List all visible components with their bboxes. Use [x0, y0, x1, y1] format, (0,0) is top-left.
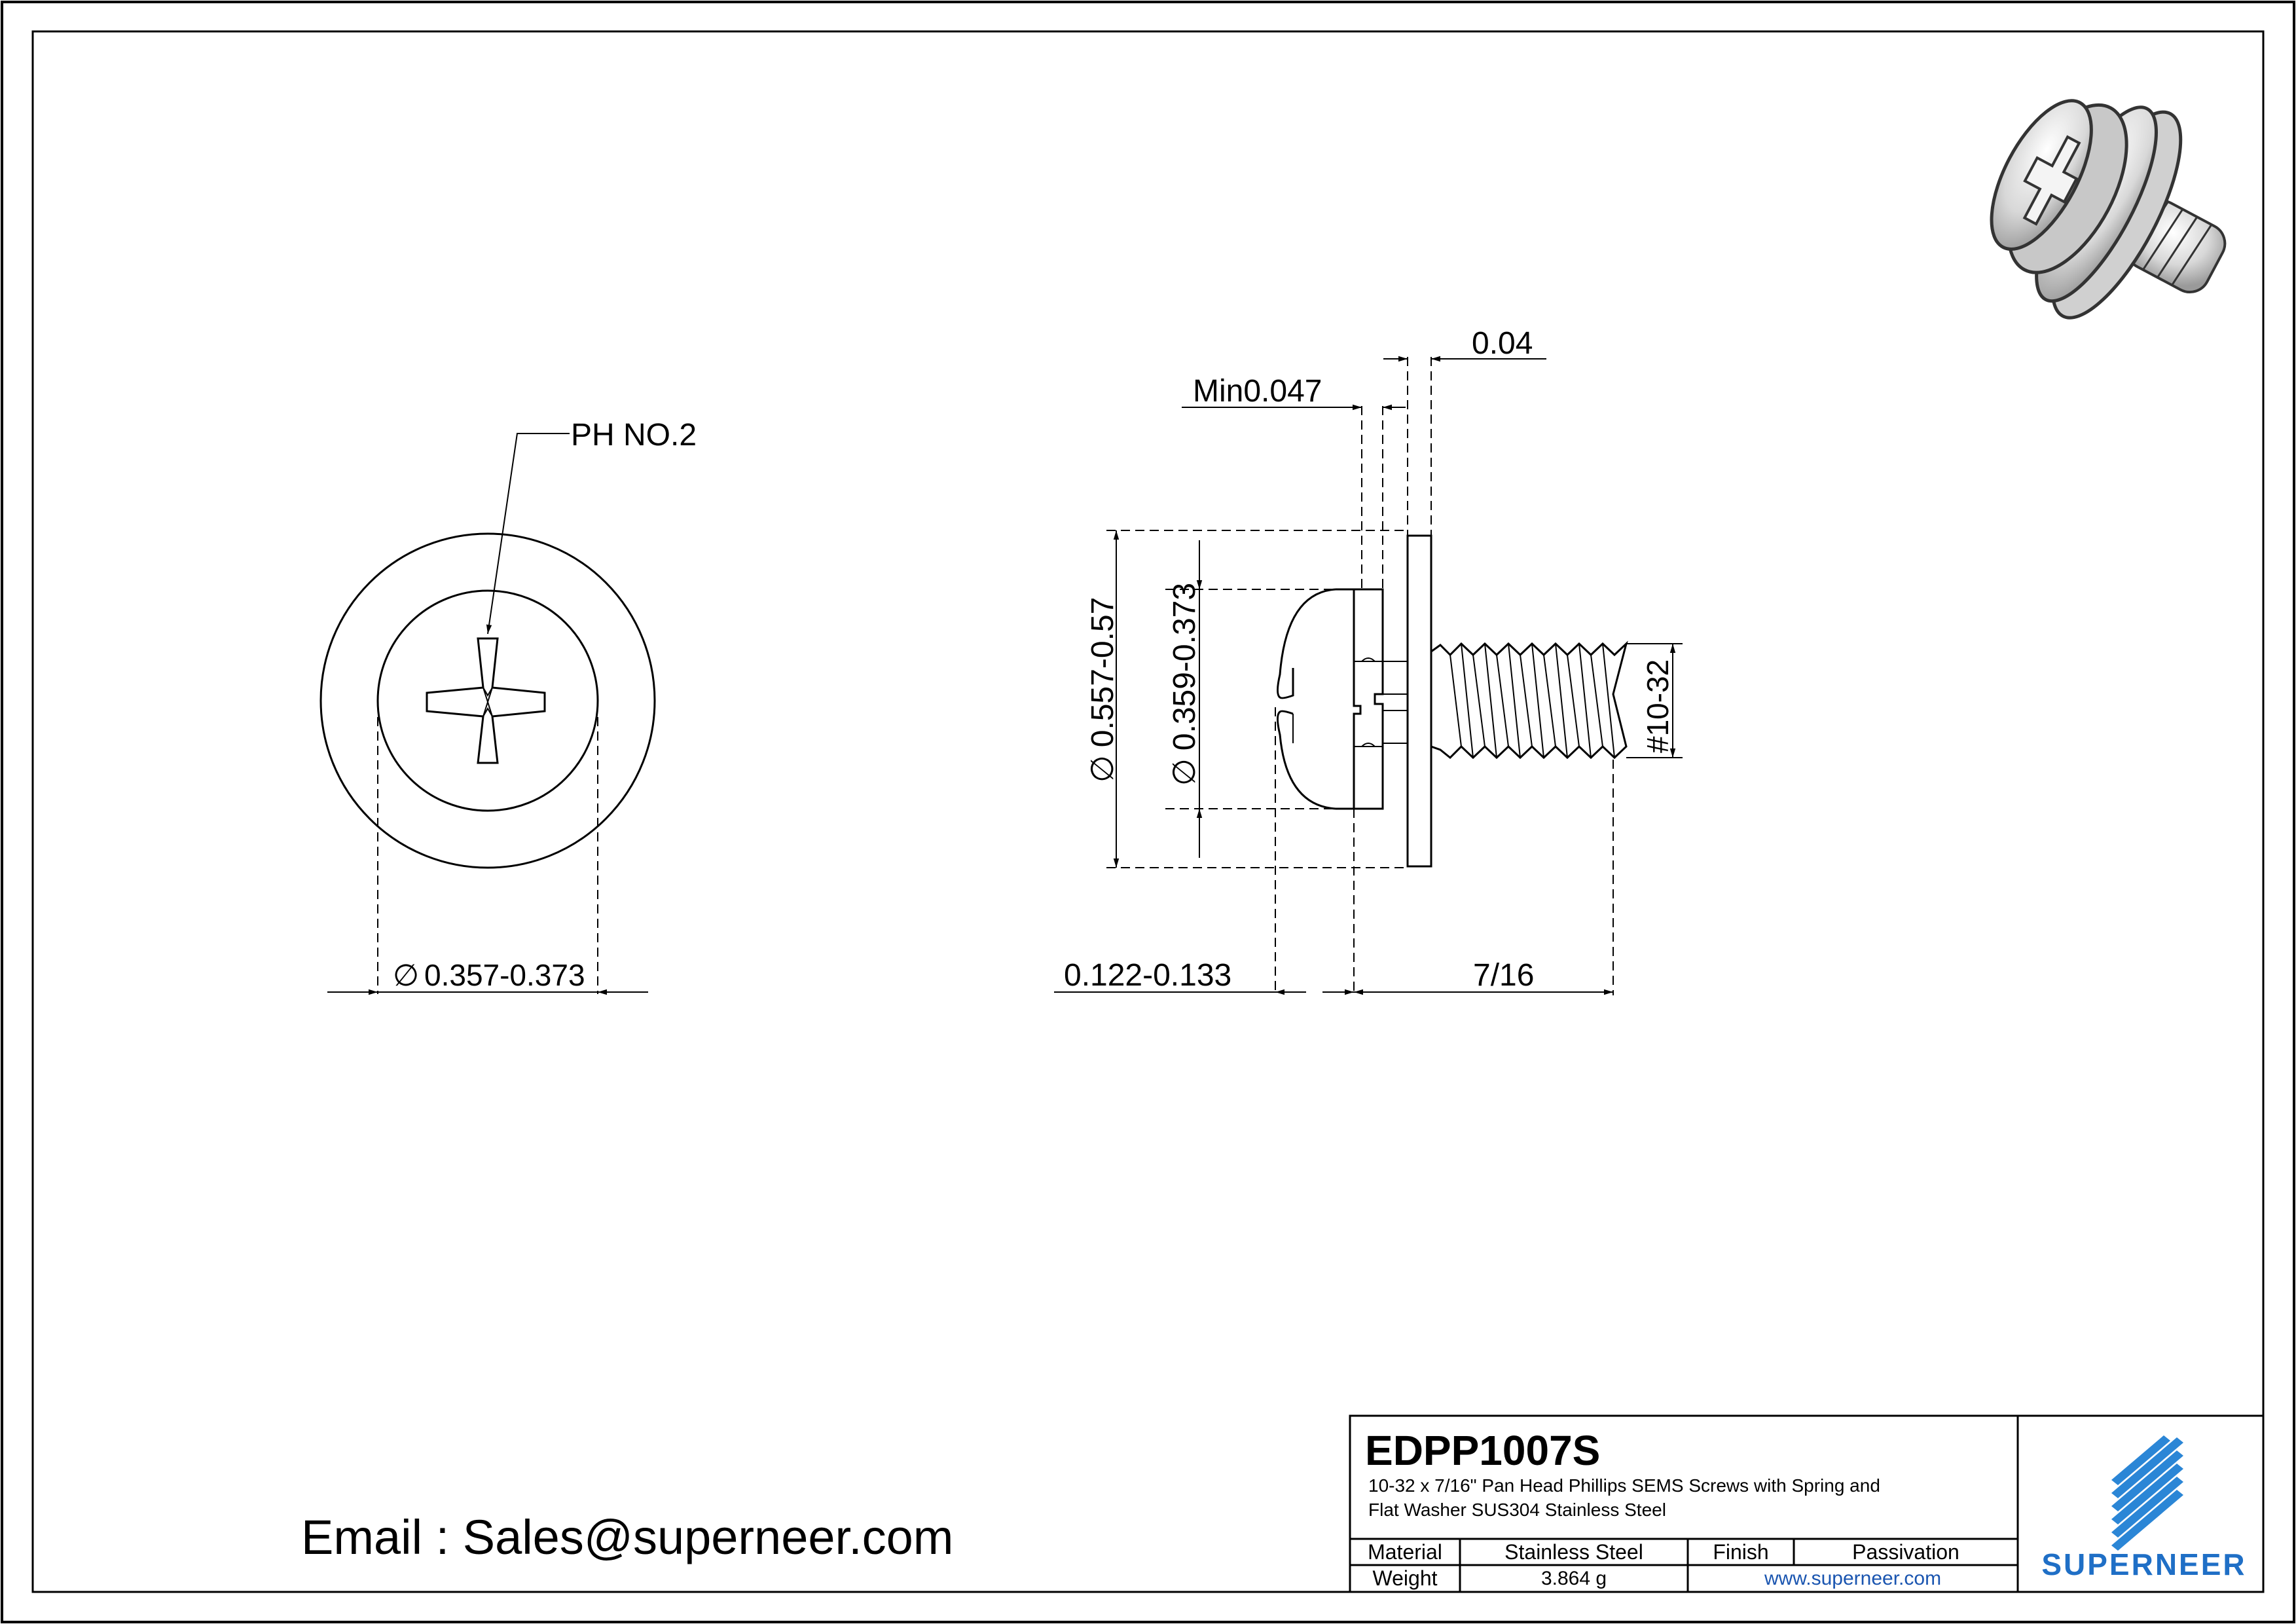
finish-value: Passivation	[1852, 1540, 1959, 1564]
spring-washer-outline	[1354, 589, 1383, 809]
top-view	[321, 534, 655, 994]
weight-label: Weight	[1372, 1566, 1438, 1590]
dimension-thread-label: #10-32	[1641, 659, 1675, 753]
material-label: Material	[1368, 1540, 1442, 1564]
side-view	[1278, 536, 1627, 866]
brand-name: SUPERNEER	[2041, 1547, 2247, 1581]
part-description-line1: 10-32 x 7/16" Pan Head Phillips SEMS Screws with Spring and	[1368, 1475, 1880, 1496]
part-description-line2: Flat Washer SUS304 Stainless Steel	[1368, 1500, 1666, 1520]
dimension-head-height-label: 0.122-0.133	[1064, 958, 1232, 993]
website-link[interactable]: www.superneer.com	[1764, 1568, 1942, 1589]
phillips-callout-label: PH NO.2	[571, 418, 697, 452]
dimension-flat-thickness-label: 0.04	[1472, 326, 1533, 361]
superneer-logo-icon	[2111, 1435, 2183, 1551]
isometric-screw-render	[1956, 57, 2269, 369]
dimension-washer-outer-label: ∅0.557-0.57	[1085, 597, 1120, 783]
material-value: Stainless Steel	[1504, 1540, 1643, 1564]
part-description	[1368, 1473, 1880, 1522]
dimension-spring-min-label: Min0.047	[1193, 374, 1322, 409]
sheet-frame	[2, 2, 2294, 1622]
pan-head-outline	[1278, 589, 1336, 809]
contact-email[interactable]: Email : Sales@superneer.com	[301, 1510, 954, 1564]
weight-value: 3.864 g	[1540, 1568, 1607, 1589]
dimension-head-diameter-symbol: ∅	[393, 958, 420, 992]
finish-label: Finish	[1713, 1540, 1769, 1564]
dimension-spring-washer-label: ∅0.359-0.373	[1167, 582, 1202, 786]
part-number: EDPP1007S	[1365, 1427, 1601, 1474]
flat-washer-outline	[1408, 536, 1431, 866]
phillips-recess	[427, 638, 545, 763]
dimension-head-diameter-label: 0.357-0.373	[424, 958, 585, 992]
dimension-length-label: 7/16	[1473, 958, 1535, 993]
